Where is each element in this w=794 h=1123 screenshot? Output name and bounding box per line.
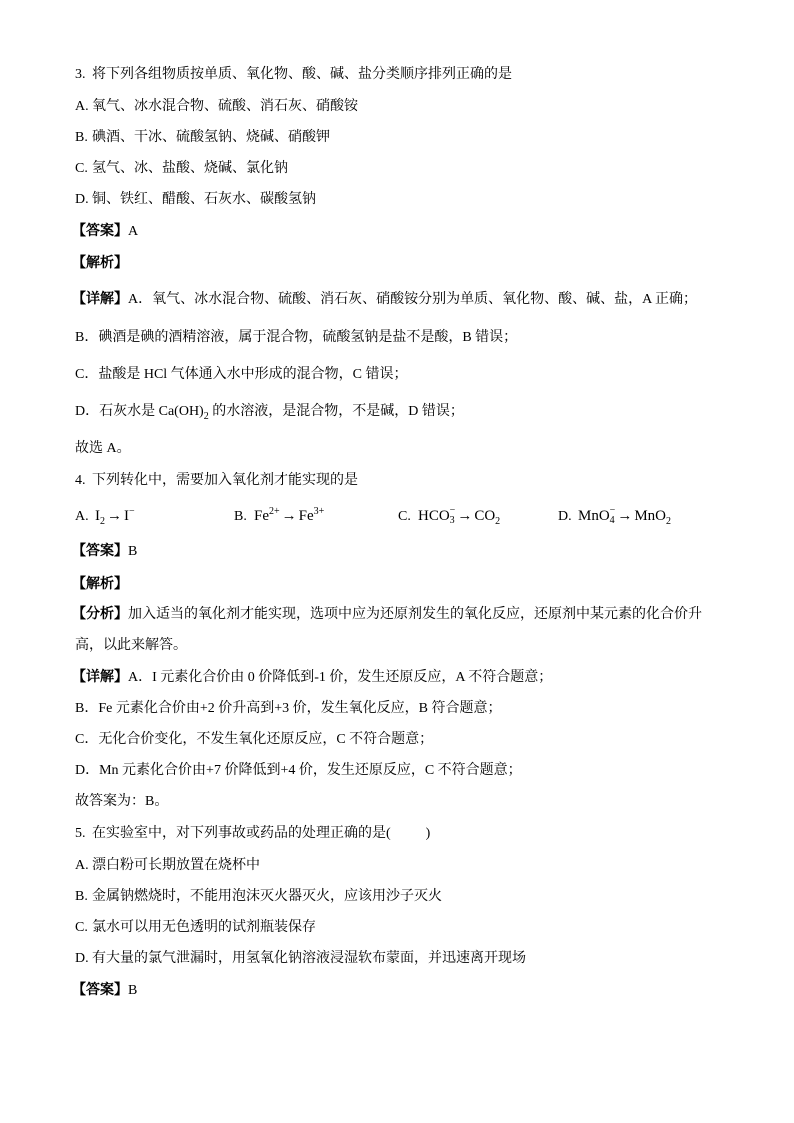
reasoning-tag: 【分析】	[72, 607, 128, 622]
detail-tag: 【详解】	[72, 292, 128, 307]
q4-option-a	[75, 506, 135, 526]
q3-option-b	[75, 128, 330, 148]
option-label: C.	[75, 161, 88, 176]
option-text: 漂白粉可长期放置在烧杯中	[92, 858, 260, 873]
detail-text: B．Fe 元素化合价由+2 价升高到+3 价，发生氧化反应，B 符合题意；	[75, 701, 502, 716]
q4-detail-c	[75, 730, 433, 750]
option-label: C.	[398, 509, 411, 524]
detail-text: B．碘酒是碘的酒精溶液，属于混合物，硫酸氢钠是盐不是酸，B 错误；	[75, 330, 518, 345]
q5-option-c	[75, 918, 316, 938]
formula-lhs-subsup	[610, 506, 616, 526]
conclusion-text: 故答案为：B。	[75, 794, 169, 809]
q3-option-a	[75, 97, 358, 117]
option-text: 氢气、冰、盐酸、烧碱、氯化钠	[92, 161, 288, 176]
formula-lhs-sup: −	[449, 504, 456, 516]
q4-reasoning-line-1	[72, 605, 702, 625]
detail-tag: 【详解】	[72, 670, 128, 685]
q4-stem	[75, 471, 358, 491]
formula-lhs-sup: −	[609, 504, 616, 516]
q3-option-d	[75, 190, 316, 210]
reaction-formula	[418, 504, 501, 527]
q3-detail-c	[75, 365, 408, 385]
q3-analysis-heading	[72, 254, 128, 274]
formula-lhs-base: HCO	[418, 508, 450, 524]
q3-detail-b	[75, 328, 517, 348]
reasoning-text: 高，以此来解答。	[75, 638, 187, 653]
option-label: A.	[75, 858, 89, 873]
q4-number: 4.	[75, 473, 86, 488]
option-label: C.	[75, 920, 88, 935]
calcium-hydroxide-formula: Ca(OH)	[158, 404, 204, 419]
reaction-formula	[578, 504, 671, 527]
option-text: 氧气、冰水混合物、硫酸、消石灰、硝酸铵	[92, 99, 358, 114]
formula-rhs-sub: 2	[495, 516, 501, 527]
answer-value: A	[128, 224, 139, 239]
q3-conclusion	[75, 439, 131, 459]
formula-rhs-sup: −	[129, 506, 135, 517]
option-text: 碘酒、干冰、硫酸氢钠、烧碱、硝酸钾	[92, 130, 330, 145]
option-text: 有大量的氯气泄漏时，用氢氧化钠溶液浸湿软布蒙面，并迅速离开现场	[92, 951, 526, 966]
q4-answer	[72, 542, 137, 562]
q5-stem-text: 在实验室中，对下列事故或药品的处理正确的是( )	[92, 826, 431, 841]
formula-lhs-subsup	[450, 506, 456, 526]
arrow-icon: →	[281, 508, 297, 524]
formula-lhs-sub: 3	[449, 514, 455, 526]
arrow-icon: →	[107, 508, 122, 524]
q4-option-d	[558, 506, 671, 526]
q4-detail-a	[72, 668, 552, 688]
detail-text: C．无化合价变化，不发生氧化还原反应，C 不符合题意；	[75, 732, 434, 747]
option-label: D.	[558, 509, 572, 524]
answer-tag: 【答案】	[72, 983, 128, 998]
option-text: 金属钠燃烧时，不能用泡沫灭火器灭火，应该用沙子灭火	[92, 889, 442, 904]
q3-answer	[72, 222, 138, 242]
q3-number: 3.	[75, 67, 86, 82]
q4-detail-d	[75, 761, 522, 781]
option-text: 氯水可以用无色透明的试剂瓶装保存	[92, 920, 316, 935]
q5-option-a	[75, 856, 260, 876]
detail-text: A．I 元素化合价由 0 价降低到-1 价，发生还原反应，A 不符合题意；	[128, 670, 553, 685]
formula-rhs-sup: 3+	[313, 506, 325, 517]
formula-lhs-sup: 2+	[269, 506, 280, 517]
formula-rhs-sub: 2	[665, 516, 671, 527]
q3-stem-text: 将下列各组物质按单质、氧化物、酸、碱、盐分类顺序排列正确的是	[92, 67, 512, 82]
option-label: D.	[75, 951, 89, 966]
option-label: D.	[75, 192, 89, 207]
q4-detail-b	[75, 699, 501, 719]
reaction-formula	[95, 506, 135, 527]
arrow-icon: →	[457, 508, 473, 524]
analysis-tag: 【解析】	[72, 577, 128, 592]
q5-option-d	[75, 949, 526, 969]
q3-detail-a	[72, 290, 697, 310]
reaction-formula	[254, 508, 324, 524]
formula-rhs-base: I	[124, 508, 129, 524]
detail-text-pre: D．石灰水是	[75, 404, 159, 419]
q4-option-c	[398, 506, 500, 526]
option-label: B.	[75, 130, 88, 145]
reasoning-text: 加入适当的氧化剂才能实现，选项中应为还原剂发生的氧化反应，还原剂中某元素的化合价升	[128, 607, 702, 622]
answer-tag: 【答案】	[72, 544, 128, 559]
q3-stem	[75, 65, 512, 85]
formula-subscript: 2	[203, 410, 209, 422]
q5-number: 5.	[75, 826, 86, 841]
q4-reasoning-line-2	[75, 636, 187, 656]
answer-value: B	[128, 544, 138, 559]
formula-rhs-base: CO	[474, 508, 496, 524]
q4-option-b	[234, 506, 324, 526]
formula-rhs-base: Fe	[298, 508, 314, 524]
q5-option-b	[75, 887, 442, 907]
answer-value: B	[128, 983, 138, 998]
arrow-icon: →	[617, 508, 633, 524]
conclusion-text: 故选 A。	[75, 441, 131, 456]
formula-rhs-base: MnO	[634, 508, 666, 524]
option-text: 铜、铁红、醋酸、石灰水、碳酸氢钠	[92, 192, 316, 207]
formula-lhs-sub: 4	[609, 514, 615, 526]
q4-conclusion	[75, 792, 168, 812]
detail-text-post: 的水溶液，是混合物，不是碱，D 错误；	[208, 404, 464, 419]
q3-option-c	[75, 159, 288, 179]
detail-text: D．Mn 元素化合价由+7 价降低到+4 价，发生还原反应，C 不符合题意；	[75, 763, 522, 778]
formula-lhs-base: MnO	[578, 508, 610, 524]
q4-stem-text: 下列转化中，需要加入氧化剂才能实现的是	[92, 473, 358, 488]
formula-lhs-base: I	[95, 508, 100, 524]
option-label: A.	[75, 99, 89, 114]
answer-tag: 【答案】	[72, 224, 128, 239]
formula-lhs-sub: 2	[100, 516, 105, 527]
detail-text: C．盐酸是 HCl 气体通入水中形成的混合物，C 错误；	[75, 367, 408, 382]
analysis-tag: 【解析】	[72, 256, 128, 271]
q4-analysis-heading	[72, 575, 128, 595]
formula-lhs-base: Fe	[254, 508, 269, 524]
q5-stem	[75, 824, 430, 844]
q3-detail-d	[75, 402, 464, 422]
option-label: A.	[75, 509, 89, 524]
detail-text: A．氧气、冰水混合物、硫酸、消石灰、硝酸铵分别为单质、氧化物、酸、碱、盐，A 正确；	[128, 292, 697, 307]
option-label: B.	[234, 509, 247, 524]
q5-answer	[72, 981, 137, 1001]
option-label: B.	[75, 889, 88, 904]
